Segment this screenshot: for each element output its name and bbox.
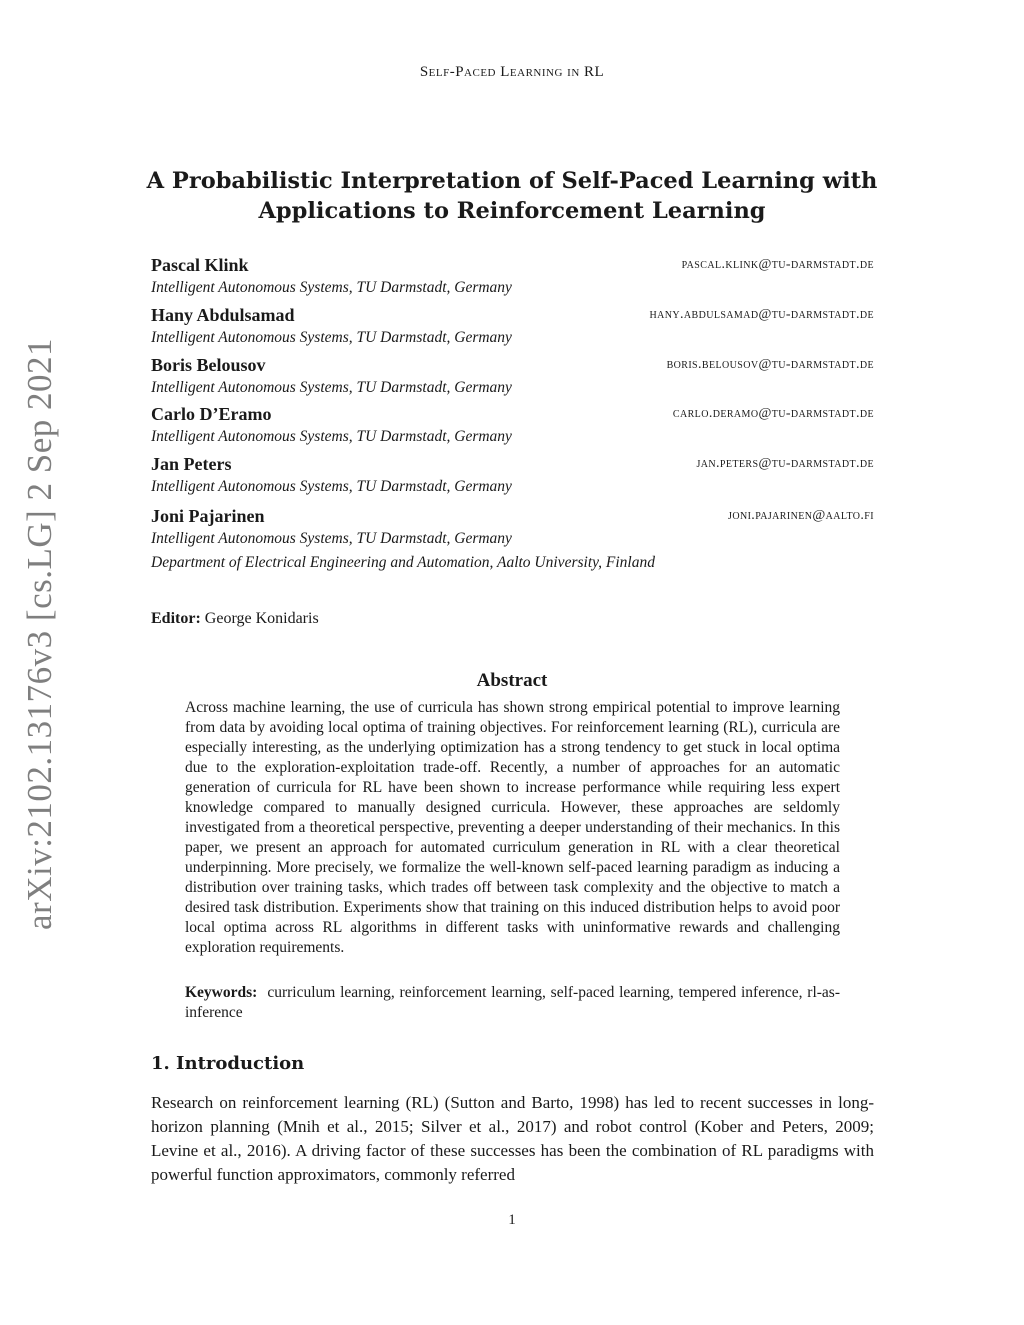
page-number: 1 xyxy=(508,1212,516,1228)
author-affiliation: Intelligent Autonomous Systems, TU Darmstadt, Germany xyxy=(151,530,512,547)
abstract-heading: Abstract xyxy=(476,670,548,691)
author-block-6 xyxy=(151,506,874,575)
author-email[interactable]: boris.belousov@tu-darmstadt.de xyxy=(666,357,874,372)
keywords-line xyxy=(185,983,840,1023)
author-block-3 xyxy=(151,355,874,400)
author-affiliation: Intelligent Autonomous Systems, TU Darmstadt, Germany xyxy=(151,279,512,296)
abstract-text: Across machine learning, the use of curricula has shown strong empirical potential to improve learning from data by avoiding local optima of training objectives. For reinforcement learning (RL), curricula are especially interesting, as the underlying optimization has a strong tendency to get stuck in local optima due to the exploration-exploitation trade-off. Recently, a number of approaches for an automatic generation of curricula for RL have been shown to increase performance while requiring less expert knowledge compared to manually designed curricula. However, these approaches are seldomly investigated from a theoretical perspective, preventing a deeper understanding of their mechanics. In this paper, we present an approach for automated curriculum generation in RL with a clear theoretical underpinning. More precisely, we formalize the well-known self-paced learning paradigm as inducing a distribution over training tasks, which trades off between task complexity and the objective to match a desired task distribution. Experiments show that training on this induced distribution helps to avoid poor local optima across RL algorithms in different tasks with uninformative rewards and challenging exploration requirements. xyxy=(185,699,840,956)
author-affiliation: Intelligent Autonomous Systems, TU Darmstadt, Germany xyxy=(151,428,512,445)
author-affiliation: Intelligent Autonomous Systems, TU Darmstadt, Germany xyxy=(151,329,512,346)
author-name: Joni Pajarinen xyxy=(151,506,265,526)
paper-title xyxy=(120,166,904,226)
author-name: Pascal Klink xyxy=(151,255,249,275)
running-head: Self-Paced Learning in RL xyxy=(419,64,605,80)
author-email[interactable]: carlo.deramo@tu-darmstadt.de xyxy=(672,406,874,421)
arxiv-identifier-stamp[interactable]: arXiv:2102.13176v3 [cs.LG] 2 Sep 2021 xyxy=(20,337,59,930)
author-name: Carlo D’Eramo xyxy=(151,404,272,424)
author-email[interactable]: pascal.klink@tu-darmstadt.de xyxy=(681,257,874,272)
author-name: Boris Belousov xyxy=(151,355,266,375)
author-block-2 xyxy=(151,305,874,350)
author-block-1 xyxy=(151,255,874,300)
author-block-5 xyxy=(151,454,874,499)
title-line-1: A Probabilistic Interpretation of Self-Paced Learning with xyxy=(146,168,878,194)
keywords-text: curriculum learning, reinforcement learning, self-paced learning, tempered inference, rl-as-inference xyxy=(185,984,840,1021)
title-line-2: Applications to Reinforcement Learning xyxy=(258,198,766,224)
section-text-introduction: Research on reinforcement learning (RL) (Sutton and Barto, 1998) has led to recent successes in long-horizon planning (Mnih et al., 2015; Silver et al., 2017) and robot control (Kober and Peters, 2009; Levine et al., 2016). A driving factor of these successes has been the combination of RL paradigms with powerful function approximators, commonly referred xyxy=(151,1093,874,1184)
editor-line xyxy=(151,610,319,628)
author-email[interactable]: hany.abdulsamad@tu-darmstadt.de xyxy=(649,307,874,322)
editor-label: Editor: xyxy=(151,610,201,627)
author-email[interactable]: jan.peters@tu-darmstadt.de xyxy=(696,456,874,471)
author-affiliation-secondary: Department of Electrical Engineering and Automation, Aalto University, Finland xyxy=(151,554,655,571)
keywords-label: Keywords: xyxy=(185,984,258,1001)
section-heading-introduction: 1. Introduction xyxy=(151,1053,305,1074)
author-name: Jan Peters xyxy=(151,454,232,474)
author-affiliation: Intelligent Autonomous Systems, TU Darmstadt, Germany xyxy=(151,379,512,396)
author-affiliation: Intelligent Autonomous Systems, TU Darmstadt, Germany xyxy=(151,478,512,495)
author-email[interactable]: joni.pajarinen@aalto.fi xyxy=(728,508,874,523)
author-block-4 xyxy=(151,404,874,449)
editor-name: George Konidaris xyxy=(204,610,319,627)
author-name: Hany Abdulsamad xyxy=(151,305,295,325)
